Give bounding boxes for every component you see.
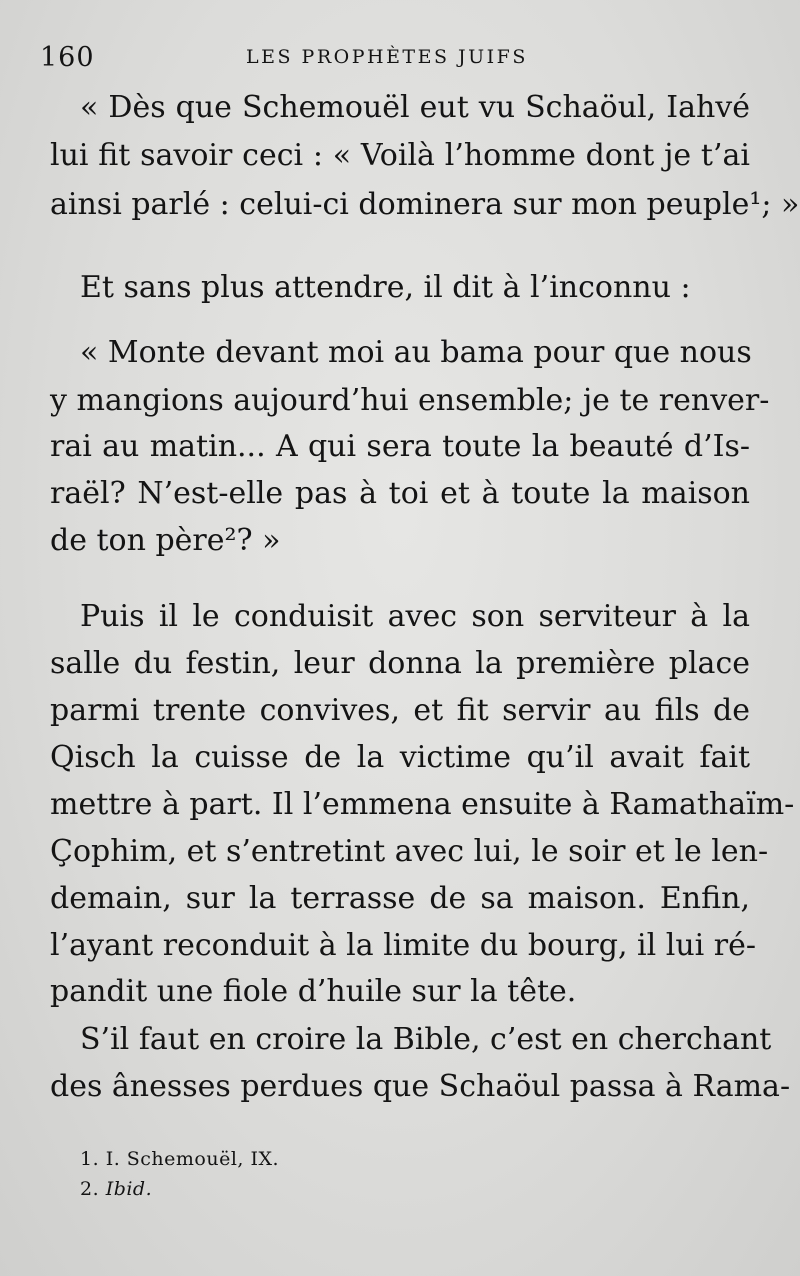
body-line: demain, sur la terrasse de sa maison. Enfin, bbox=[50, 881, 750, 916]
body-line: ainsi parlé : celui-ci dominera sur mon peuple¹; » bbox=[50, 187, 800, 222]
body-line: Qisch la cuisse de la victime qu’il avait fait bbox=[50, 740, 750, 775]
footnote-text: Ibid. bbox=[105, 1178, 153, 1200]
body-line: raël? N’est-elle pas à toi et à toute la maison bbox=[50, 476, 750, 511]
page-number: 160 bbox=[40, 42, 95, 73]
body-line: parmi trente convives, et fit servir au fils de bbox=[50, 693, 750, 728]
body-line: lui fit savoir ceci : « Voilà l’homme dont je t’ai bbox=[50, 138, 750, 173]
body-line: salle du festin, leur donna la première place bbox=[50, 646, 750, 681]
body-line: rai au matin... A qui sera toute la beauté d’Is- bbox=[50, 429, 750, 464]
body-line: Et sans plus attendre, il dit à l’inconnu : bbox=[80, 270, 691, 305]
body-line: pandit une fiole d’huile sur la tête. bbox=[50, 974, 577, 1009]
body-line: « Monte devant moi au bama pour que nous bbox=[80, 335, 752, 370]
body-line: « Dès que Schemouël eut vu Schaöul, Iahvé bbox=[80, 90, 750, 125]
body-line: mettre à part. Il l’emmena ensuite à Ramathaïm- bbox=[50, 787, 795, 822]
footnote-number: 1. bbox=[80, 1148, 100, 1170]
body-line: y mangions aujourd’hui ensemble; je te renver- bbox=[50, 383, 770, 418]
running-title: LES PROPHÈTES JUIFS bbox=[246, 46, 528, 68]
footnote-number: 2. bbox=[80, 1178, 100, 1200]
body-line: l’ayant reconduit à la limite du bourg, il lui ré- bbox=[50, 928, 757, 963]
body-line: des ânesses perdues que Schaöul passa à Rama- bbox=[50, 1069, 791, 1104]
body-line: Çophim, et s’entretint avec lui, le soir et le len- bbox=[50, 834, 769, 869]
body-line: de ton père²? » bbox=[50, 523, 281, 558]
footnote-text: I. Schemouël, IX. bbox=[105, 1148, 280, 1170]
body-line: S’il faut en croire la Bible, c’est en cherchant bbox=[80, 1022, 772, 1057]
footnote bbox=[80, 1178, 152, 1200]
body-line: Puis il le conduisit avec son serviteur à la bbox=[80, 599, 750, 634]
page-header bbox=[40, 42, 760, 78]
footnote bbox=[80, 1148, 279, 1170]
